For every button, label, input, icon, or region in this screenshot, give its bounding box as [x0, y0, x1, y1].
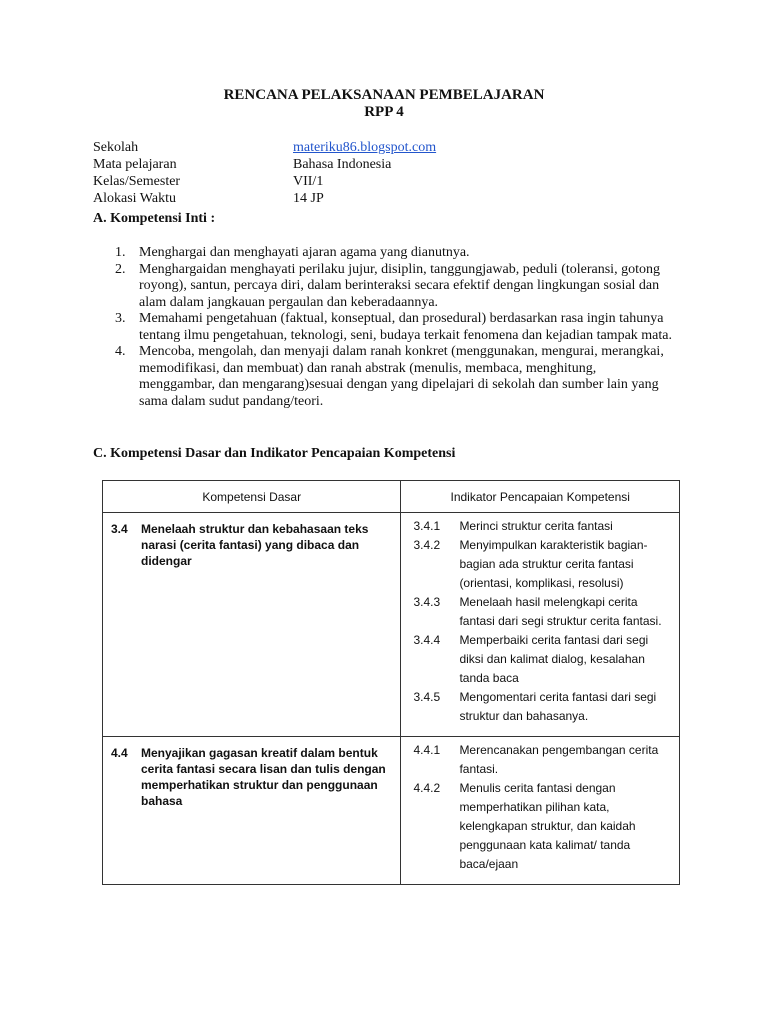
core-competence-list	[93, 245, 673, 410]
indicator-text: Merencanakan pengembangan cerita fantasi.	[459, 743, 659, 776]
indicator-text: Mengomentari cerita fantasi dari segi struktur dan bahasanya.	[459, 690, 657, 723]
indicator-code: 3.4.1	[413, 519, 441, 533]
section-c-heading: C. Kompetensi Dasar dan Indikator Pencapaian Kompetensi	[93, 446, 456, 461]
indicator-text: Merinci struktur cerita fantasi	[459, 519, 613, 533]
indicator-code: 3.4.5	[413, 690, 441, 704]
item-text: Mencoba, mengolah, dan menyaji dalam ranah konkret (menggunakan, mengurai, merangkai, memodifikasi, dan membuat) dan ranah abstrak (menulis, membaca, menghitung, menggambar, dan mengarang)sesuai dengan yang dipelajari di sekolah dan sumber lain yang sama dalam sudut pandang/teori.	[139, 344, 664, 409]
kd-cell	[103, 737, 401, 885]
indicator-item	[413, 517, 671, 536]
indicator-code: 3.4.4	[413, 633, 441, 647]
list-item	[93, 245, 673, 262]
header-indicator: Indikator Pencapaian Kompetensi	[401, 481, 680, 513]
meta-row-class	[93, 173, 436, 190]
table-row	[103, 737, 680, 885]
table-header-row	[103, 481, 680, 513]
indicator-item	[413, 741, 671, 779]
table-row	[103, 513, 680, 737]
item-number: 3.	[115, 311, 126, 326]
meta-row-subject	[93, 156, 436, 173]
item-number: 4.	[115, 344, 126, 359]
indicator-item	[413, 593, 671, 631]
section-a-heading: A. Kompetensi Inti :	[93, 211, 216, 226]
meta-value: 14 JP	[293, 191, 324, 206]
list-item	[93, 262, 673, 312]
meta-row-school	[93, 139, 436, 156]
header-kd: Kompetensi Dasar	[103, 481, 401, 513]
indicator-text: Menulis cerita fantasi dengan memperhatikan pilihan kata, kelengkapan struktur, dan kaidah penggunaan kata kalimat/ tanda baca/ejaan	[459, 781, 636, 871]
identity-block	[93, 139, 436, 207]
meta-value: Bahasa Indonesia	[293, 157, 392, 172]
indicator-text: Menelaah hasil melengkapi cerita fantasi dari segi struktur cerita fantasi.	[459, 595, 662, 628]
list-item	[93, 311, 673, 344]
school-link[interactable]: materiku86.blogspot.com	[293, 140, 437, 155]
indicator-text: Menyimpulkan karakteristik bagian-bagian ada struktur cerita fantasi (orientasi, komplikasi, resolusi)	[459, 538, 648, 590]
item-number: 1.	[115, 245, 126, 260]
indicator-item	[413, 631, 671, 688]
indicator-cell	[401, 737, 680, 885]
kd-text: Menelaah struktur dan kebahasaan teks narasi (cerita fantasi) yang dibaca dan didengar	[141, 522, 369, 568]
indicator-code: 4.4.1	[413, 743, 441, 757]
meta-value: VII/1	[293, 174, 324, 189]
item-text: Menghargai dan menghayati ajaran agama yang dianutnya.	[139, 245, 470, 260]
item-text: Menghargaidan menghayati perilaku jujur, disiplin, tanggungjawab, peduli (toleransi, gotong royong), santun, percaya diri, dalam berinteraksi secara efektif dengan lingkungan sosial dan alam dalam jangkauan pergaulan dan keberadaannya.	[139, 261, 660, 310]
kd-number: 4.4	[111, 746, 128, 760]
list-item	[93, 344, 673, 410]
kd-text: Menyajikan gagasan kreatif dalam bentuk cerita fantasi secara lisan dan tulis dengan memperhatikan struktur dan penggunaan bahasa	[141, 746, 386, 808]
competence-table	[102, 480, 680, 885]
indicator-item	[413, 536, 671, 593]
kd-number: 3.4	[111, 522, 128, 536]
meta-label: Alokasi Waktu	[93, 191, 176, 206]
indicator-code: 4.4.2	[413, 781, 441, 795]
kd-cell	[103, 513, 401, 737]
indicator-item	[413, 779, 671, 874]
indicator-code: 3.4.2	[413, 538, 441, 552]
indicator-text: Memperbaiki cerita fantasi dari segi diksi dan kalimat dialog, kesalahan tanda baca	[459, 633, 649, 685]
indicator-item	[413, 688, 671, 726]
meta-label: Sekolah	[93, 140, 139, 155]
meta-label: Mata pelajaran	[93, 157, 177, 172]
document-subtitle: RPP 4	[364, 104, 404, 120]
document-title: RENCANA PELAKSANAAN PEMBELAJARAN	[223, 87, 545, 103]
indicator-cell	[401, 513, 680, 737]
meta-label: Kelas/Semester	[93, 174, 181, 189]
indicator-code: 3.4.3	[413, 595, 441, 609]
item-number: 2.	[115, 261, 126, 277]
item-text: Memahami pengetahuan (faktual, konseptual, dan prosedural) berdasarkan rasa ingin tahunya tentang ilmu pengetahuan, teknologi, seni, budaya terkait fenomena dan kejadian tampak mata.	[139, 311, 672, 343]
meta-row-time	[93, 190, 436, 207]
